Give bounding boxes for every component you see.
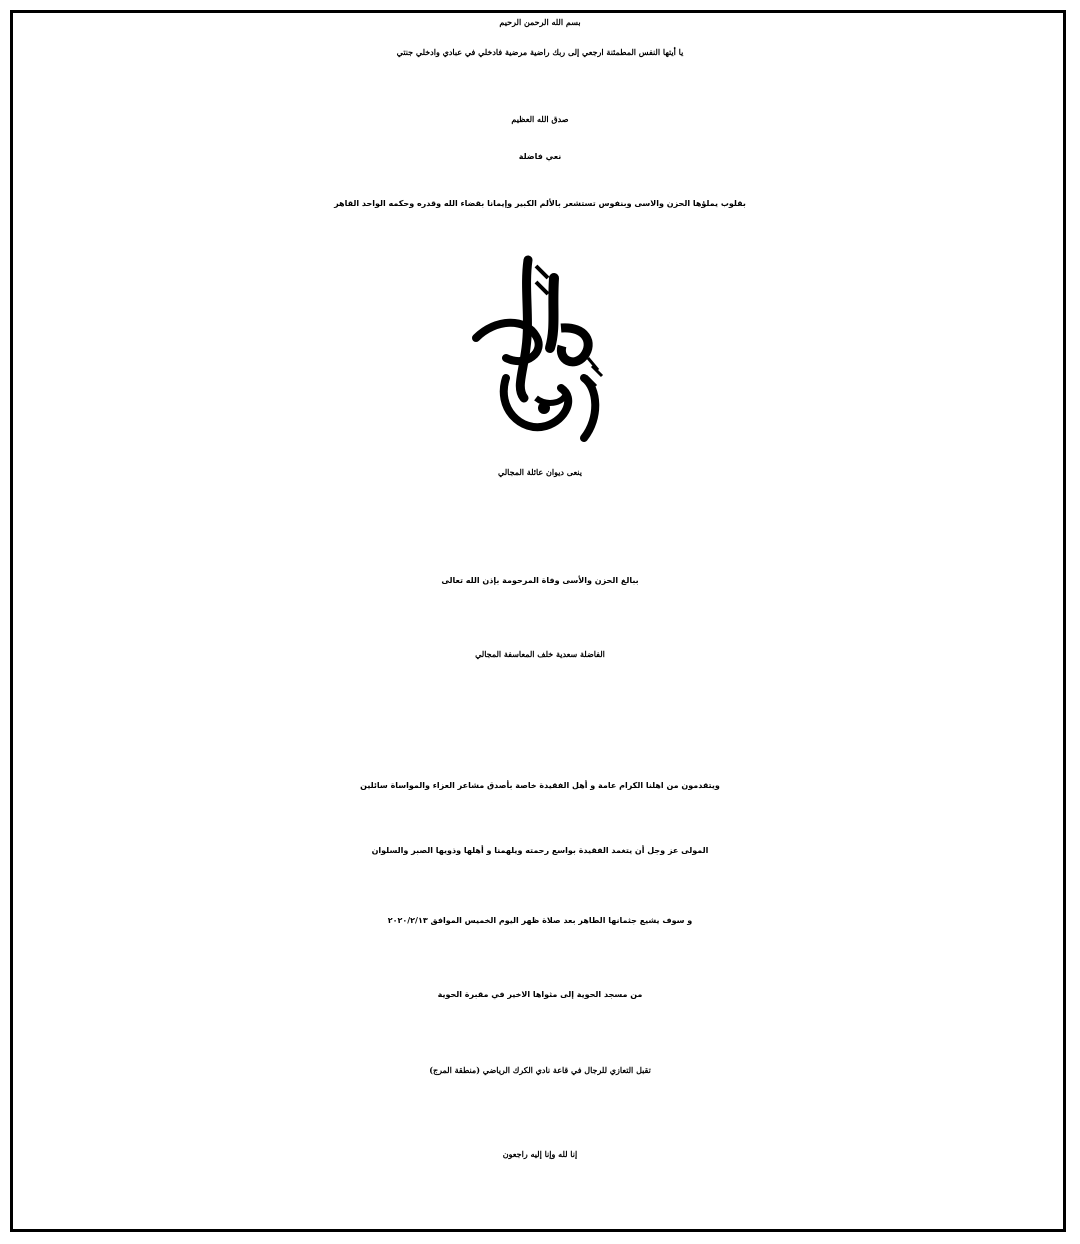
intro-text: بقلوب يملؤها الحزن والاسى وبنفوس تستشعر بالألم الكبير وإيمانا بقضاء الله وقدره وحكمه الواحد القاهر [334,199,746,208]
body-line-2: المولى عز وجل أن يتغمد الفقيدة بواسع رحمته ويلهمنا و أهلها وذويها الصبر والسلوان [371,846,709,855]
basmala: بسم الله الرحمن الرحيم [499,17,581,27]
deceased-name: الفاضلة سعدية خلف المعاسفة المجالي [475,649,605,659]
funeral-date-line: و سوف يشيع جثمانها الطاهر بعد صلاة ظهر اليوم الخميس الموافق ٢٠٢٠/٢/١٣ [387,916,693,925]
condolences-venue: تقبل التعازي للرجال في قاعة نادي الكرك الرياضي (منطقة المرج) [429,1065,651,1075]
quran-verse: يا أيتها النفس المطمئنة ارجعي إلى ربك راضية مرضية فادخلي في عبادي وادخلي جنتي [396,47,684,57]
obituary-heading: نعي فاضلة [518,152,562,161]
majali-calligraphy-logo [466,248,616,448]
burial-location-line: من مسجد الحوية إلى مثواها الاخير في مقبرة الحوية [437,990,643,999]
body-line-1: ويتقدمون من اهلنا الكرام عامة و أهل الفقيدة خاصة بأصدق مشاعر العزاء والمواساة سائلين [360,781,720,790]
majali-logo-icon [466,248,616,448]
page-border [10,10,1066,1232]
announcer-title: ينعى ديوان عائلة المجالي [498,467,582,477]
sadaq-allah: صدق الله العظيم [511,114,569,124]
subline: ببالغ الحزن والأسى وفاة المرحومة بإذن الله تعالى [441,576,639,585]
closing-verse: إنا لله وإنا إليه راجعون [502,1149,578,1159]
